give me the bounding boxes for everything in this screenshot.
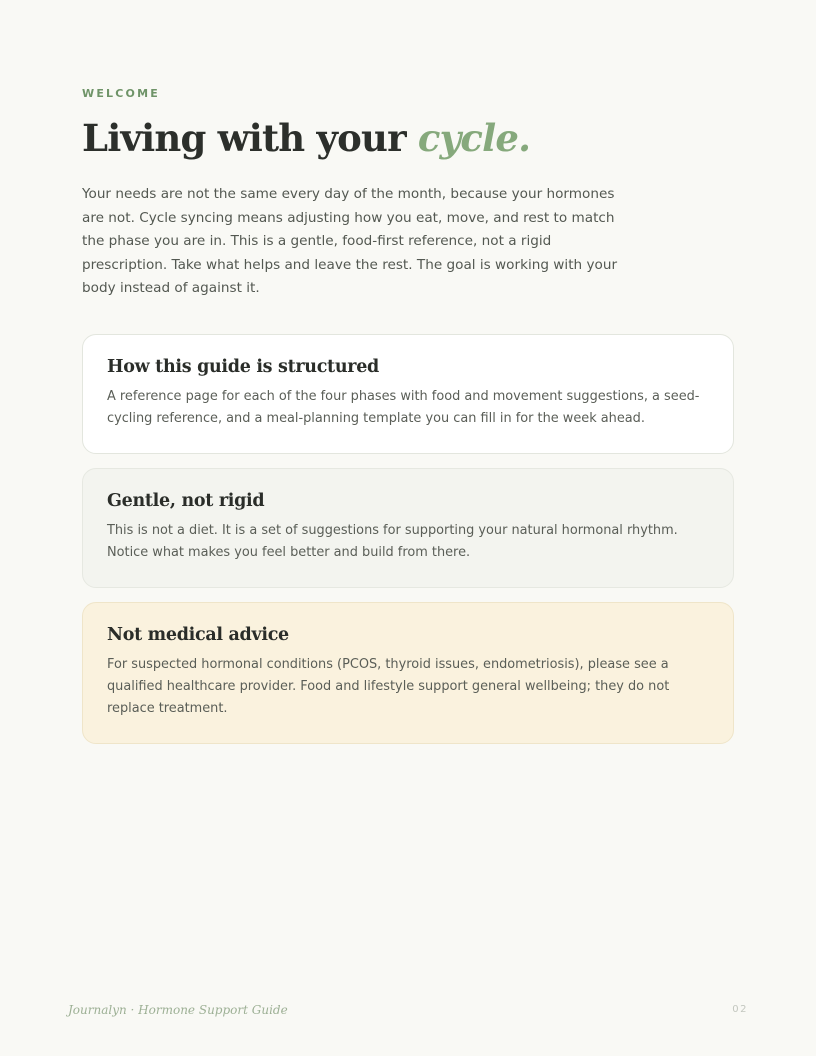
card-body: A reference page for each of the four phases with food and movement suggestions, a seed-cycling reference, and a meal-planning template you can fill in for the week ahead.: [107, 389, 700, 426]
page-title-main: Living with your: [82, 116, 418, 160]
footer-brand: Journalyn · Hormone Support Guide: [68, 1003, 288, 1017]
card-title: Not medical advice: [107, 625, 289, 645]
card-title: How this guide is structured: [107, 357, 379, 377]
card-medical-disclaimer: [82, 602, 734, 744]
card-guide-structure: [82, 334, 734, 454]
section-eyebrow: WELCOME: [82, 87, 160, 100]
page-title-accent: cycle.: [417, 116, 531, 160]
card-body: This is not a diet. It is a set of suggestions for supporting your natural hormonal rhythm. Notice what makes you feel better and build from there.: [107, 523, 678, 560]
card-body: For suspected hormonal conditions (PCOS, thyroid issues, endometriosis), please see a qualified healthcare provider. Food and lifestyle support general wellbeing; they do not replace treatment.: [107, 657, 670, 716]
page-number: 02: [732, 1004, 748, 1015]
card-title: Gentle, not rigid: [107, 491, 265, 511]
intro-paragraph: Your needs are not the same every day of the month, because your hormones are not. Cycle syncing means adjusting how you eat, move, and rest to match the phase you are in. This is a gentle, food-first reference, not a rigid prescription. Take what helps and leave the rest. The goal is working with your body instead of against it.: [82, 186, 618, 296]
page-title: [82, 116, 530, 160]
card-gentle-not-rigid: [82, 468, 734, 588]
